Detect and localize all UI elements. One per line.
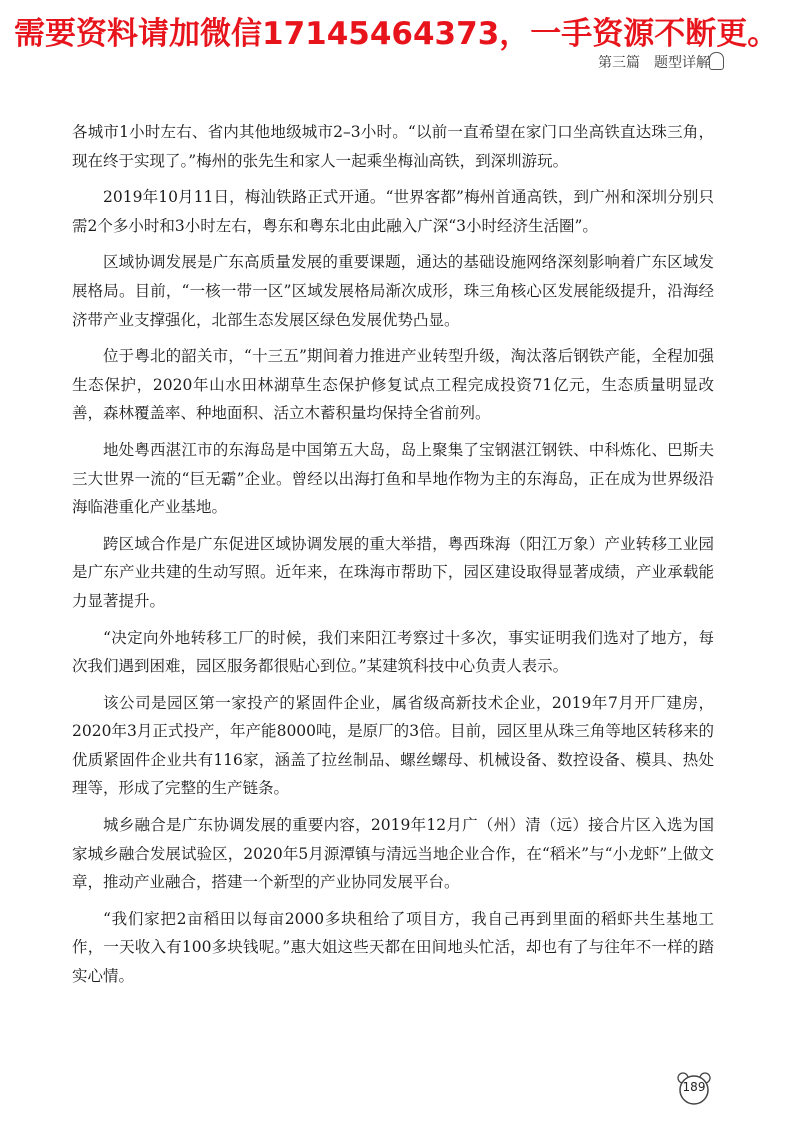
paragraph: 该公司是园区第一家投产的紧固件企业，属省级高新技术企业，2019年7月开厂建房，2020年3月正式投产，年产能8000吨，是原厂的3倍。目前，园区里从珠三角等地区转移来的优质紧固件企业共有116家，涵盖了拉丝制品、螺丝螺母、机械设备、数控设备、模具、热处理等，形成了完整的生产链条。 xyxy=(72,693,714,798)
paragraph: 2019年10月11日，梅汕铁路正式开通。“世界客都”梅州首通高铁，到广州和深圳分别只需2个多小时和3小时左右，粤东和粤东北由此融入广深“3小时经济生活圈”。 xyxy=(72,188,714,235)
paragraph: 各城市1小时左右、省内其他地级城市2–3小时。“以前一直希望在家门口坐高铁直达珠三角，现在终于实现了。”梅州的张先生和家人一起乘坐梅汕高铁，到深圳游玩。 xyxy=(72,123,714,170)
paragraph: 跨区域合作是广东促进区域协调发展的重大举措，粤西珠海（阳江万象）产业转移工业园是广东产业共建的生动写照。近年来，在珠海市帮助下，园区建设取得显著成绩，产业承载能力显著提升。 xyxy=(72,534,714,610)
body-text xyxy=(72,118,714,999)
header-ornament-icon xyxy=(709,52,724,70)
paragraph: 区域协调发展是广东高质量发展的重要课题，通达的基础设施网络深刻影响着广东区域发展格局。目前，“一核一带一区”区域发展格局渐次成形，珠三角核心区发展能级提升，沿海经济带产业支撑强化，北部生态发展区绿色发展优势凸显。 xyxy=(72,253,714,329)
paragraph: “我们家把2亩稻田以每亩2000多块租给了项目方，我自己再到里面的稻虾共生基地工作，一天收入有100多块钱呢。”惠大姐这些天都在田间地头忙活，却也有了与往年不一样的踏实心情。 xyxy=(72,909,714,986)
page-number: 189 xyxy=(682,1080,706,1094)
paragraph: “决定向外地转移工厂的时候，我们来阳江考察过十多次，事实证明我们选对了地方，每次我们遇到困难，园区服务都很贴心到位。”某建筑科技中心负责人表示。 xyxy=(72,628,714,676)
paragraph: 城乡融合是广东协调发展的重要内容，2019年12月广（州）清（远）接合片区入选为国家城乡融合发展试验区，2020年5月源潭镇与清远当地企业合作，在“稻米”与“小龙虾”上做文章，推动产业融合，搭建一个新型的产业协同发展平台。 xyxy=(72,816,714,892)
page-number-badge xyxy=(676,1070,712,1106)
running-head: 第三篇 题型详解 xyxy=(598,55,710,71)
watermark-banner: 需要资料请加微信17145464373，一手资源不断更。 xyxy=(14,16,779,52)
paragraph: 地处粤西湛江市的东海岛是中国第五大岛，岛上聚集了宝钢湛江钢铁、中科炼化、巴斯夫三大世界一流的“巨无霸”企业。曾经以出海打鱼和旱地作物为主的东海岛，正在成为世界级沿海临港重化产业基地。 xyxy=(72,440,714,517)
paragraph: 位于粤北的韶关市，“十三五”期间着力推进产业转型升级，淘汰落后钢铁产能，全程加强生态保护，2020年山水田林湖草生态保护修复试点工程完成投资71亿元，生态质量明显改善，森林覆盖率、种地面积、活立木蓄积量均保持全省前列。 xyxy=(72,347,714,423)
